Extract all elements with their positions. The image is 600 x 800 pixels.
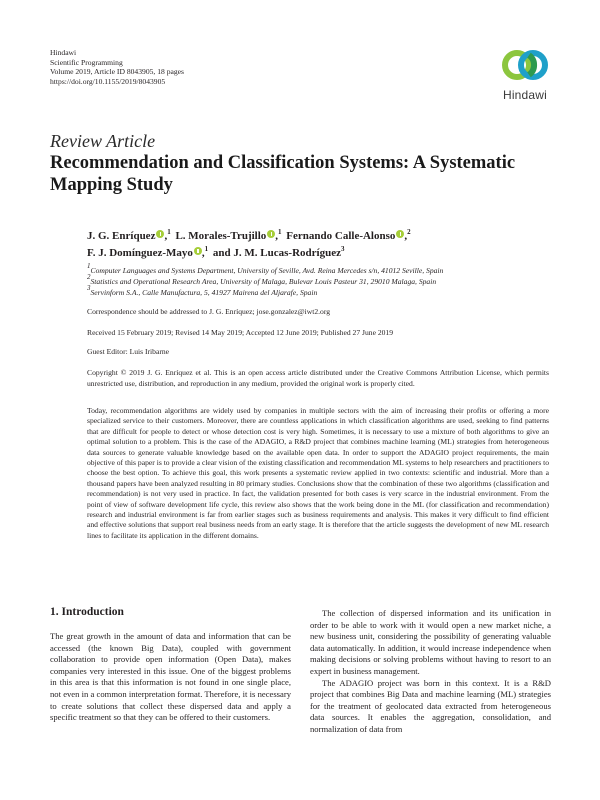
orcid-icon[interactable] [156,230,164,238]
paper-title: Recommendation and Classification Systems: A Systematic Mapping Study [50,153,516,195]
orcid-icon[interactable] [267,230,275,238]
author: and J. M. Lucas-Rodríguez$^3$ [212,245,345,259]
paragraph: The great growth in the amount of data and information that can be accessed (the known Big Data), coupled with government collaboration to provide open information (Open Data), makes companies very interested in this issue. One of the biggest problems in this area is that this information is not found in one single place, not even in a common interpretation format. Therefore, it is necessary to create solutions that collect these dispersed data and apply a specific treatment so that they can be offered to their customers. [50,631,291,723]
affiliation: $^3$Servinform S.A., Calle Manufactura, 5, 41927 Mairena del Aljarafe, Spain [87,284,318,298]
doi-link[interactable]: https://doi.org/10.1155/2019/8043905 [50,76,166,86]
abstract: Today, recommendation algorithms are widely used by companies in multiple sectors with the aim of increasing their profits or offering a more specialized service to their customers. Moreover, there are countless applications in which classification algorithms are used, seeking to find patterns that are difficult for people to detect or whose detection cost is very high. Sometimes, it is necessary to use a mixture of both algorithms to give an optimal solution to a problem. This is the case of the ADAGIO, a R&D project that combines machine learning (ML) strategies from heterogeneous data sources to generate valuable knowledge based on the available open data. In order to support the ADAGIO project requirements, the main objective of this paper is to provide a clear vision of the existing classification and recommendation ML systems to help researchers and practitioners to choose the best option. To achieve this goal, this work presents a systematic review applied in two contexts: scientific and industrial. More than a thousand papers have been analyzed resulting in 80 primary studies. Conclusions show that the combination of these two algorithms (classification and recommendation) is not very used in practice. In fact, the validation presented for both cases is very scarce in the industrial environment. From the point of view of software development life cycle, this review also shows that the work being done in the ML (for classification and recommendation) research and industrial environment is far from earlier stages such as business requirements and analysis. This makes it very difficult to find efficient and effective solutions that support real business needs from an early stage. It is therefore that the article suggests the development of new ML research lines to facilitate its application in the different domains. [87,406,549,540]
author: F. J. Domínguez-Mayo ,$^1$ [87,245,209,259]
author: J. G. Enríquez ,$^1$ [87,228,171,242]
guest-editor: Guest Editor: Luis Iribarne [87,347,170,356]
section-heading: 1. Introduction [50,606,124,618]
affiliation: $^1$Computer Languages and Systems Department, University of Seville, Avd. Reina Mercedes s/n, 41012 Seville, Spain [87,262,444,275]
left-column [50,631,291,724]
logo-text: Hindawi [502,88,548,102]
orcid-icon[interactable] [396,230,404,238]
author: Fernando Calle-Alonso ,$^2$ [286,228,411,242]
orcid-icon[interactable] [194,247,202,255]
publication-dates: Received 15 February 2019; Revised 14 May 2019; Accepted 12 June 2019; Published 27 June 2019 [87,328,394,337]
paragraph: The ADAGIO project was born in this context. It is a R&D project that combines Big Data and machine learning (ML) strategies for the treatment of geolocated data extracted from heterogeneous data sources. It enables the aggregation, consolidation, and normalization of data from [310,677,551,734]
paragraph: The collection of dispersed information and its unification in order to be able to work with it would open a new market niche, a new business unit, considering the possibility of generating valuable data automatically. In addition, it would increase independence when making decisions or solving problems without having to resort to an expert in business management. [310,608,551,676]
correspondence: Correspondence should be addressed to J. G. Enríquez; jose.gonzalez@iwt2.org [87,307,331,316]
article-type: Review Article [50,131,156,151]
affiliation: $^2$Statistics and Operational Research Area, University of Malaga, Bulevar Louis Pasteur 31, 29010 Malaga, Spain [87,273,437,287]
publisher-name: Hindawi [50,48,77,57]
journal-name: Scientific Programming [50,57,123,67]
right-column [310,608,551,736]
author: L. Morales-Trujillo ,$^1$ [175,228,282,242]
hindawi-logo [496,46,554,106]
hindawi-logo-icon [496,46,554,86]
author-list [87,228,567,262]
copyright-notice: Copyright © 2019 J. G. Enríquez et al. This is an open access article distributed under the Creative Commons Attribution License, which permits unrestricted use, distribution, and reproduction in any medium, provided the original work is properly cited. [87,368,549,388]
journal-meta [50,48,184,86]
volume-line: Volume 2019, Article ID 8043905, 18 pages [50,67,184,77]
affiliations [87,262,567,299]
